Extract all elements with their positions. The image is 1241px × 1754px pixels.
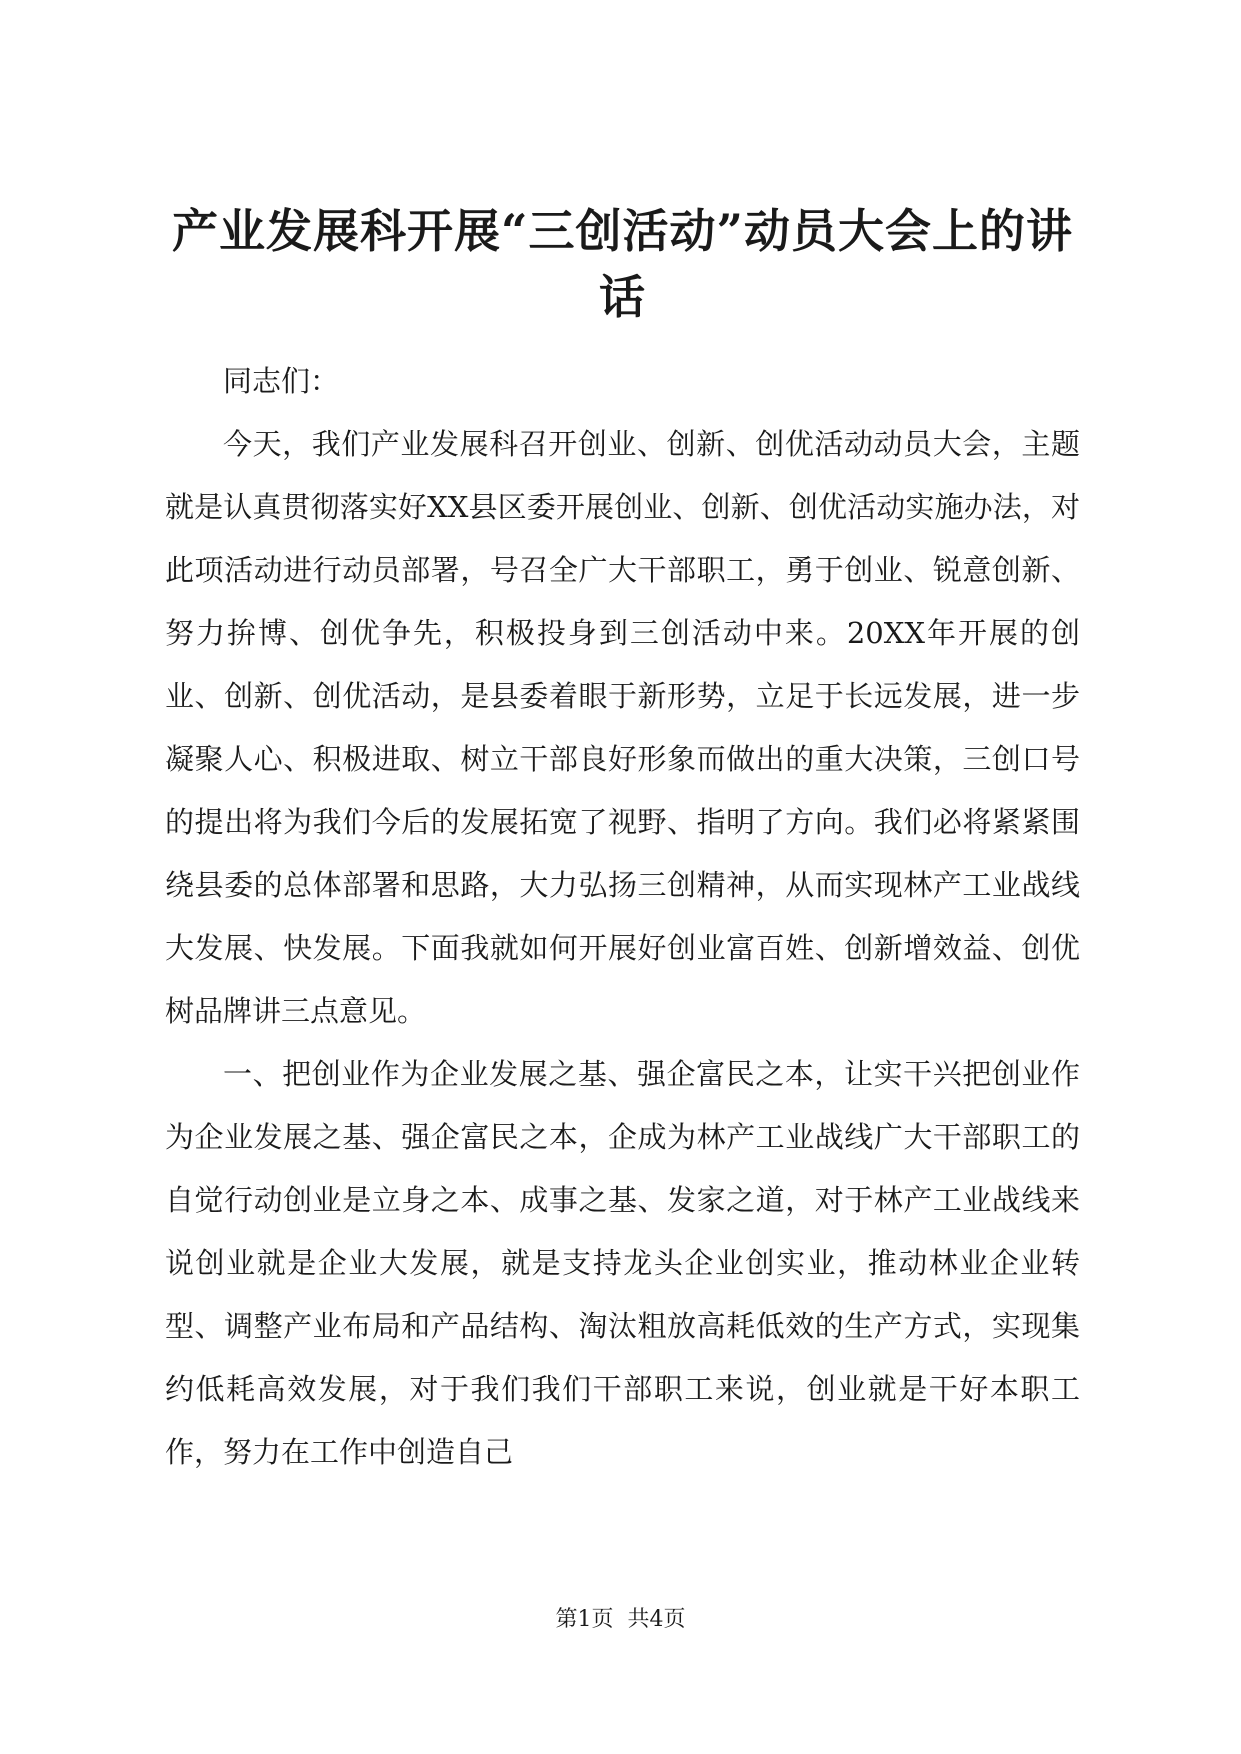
salutation-paragraph: 同志们： xyxy=(223,364,340,398)
body-paragraph: 一、把创业作为企业发展之基、强企富民之本，让实干兴把创业作为企业发展之基、强企富民之本，企成为林产工业战线广大干部职工的自觉行动创业是立身之本、成事之基、发家之道，对于林产工业战线来说创业就是企业大发展，就是支持龙头企业创实业，推动林业企业转型、调整产业布局和产品结构、淘汰粗放高耗低效的生产方式，实现集约低耗高效发展，对于我们我们干部职工来说，创业就是干好本职工作，努力在工作中创造自己 xyxy=(165,1057,1080,1469)
body-paragraph: 今天，我们产业发展科召开创业、创新、创优活动动员大会，主题就是认真贯彻落实好XX县区委开展创业、创新、创优活动实施办法，对此项活动进行动员部署，号召全广大干部职工，勇于创业、锐意创新、努力拚博、创优争先，积极投身到三创活动中来。20XX年开展的创业、创新、创优活动，是县委着眼于新形势，立足于长远发展，进一步凝聚人心、积极进取、树立干部良好形象而做出的重大决策，三创口号的提出将为我们今后的发展拓宽了视野、指明了方向。我们必将紧紧围绕县委的总体部署和思路，大力弘扬三创精神，从而实现林产工业战线大发展、快发展。下面我就如何开展好创业富百姓、创新增效益、创优树品牌讲三点意见。 xyxy=(165,427,1080,1028)
document-title: 产业发展科开展“三创活动”动员大会上的讲话 xyxy=(172,204,1073,324)
document-body xyxy=(165,350,1080,1484)
page-footer xyxy=(0,1605,1241,1635)
page-number: 第1页 xyxy=(555,1607,614,1632)
page-total: 共4页 xyxy=(627,1607,686,1632)
